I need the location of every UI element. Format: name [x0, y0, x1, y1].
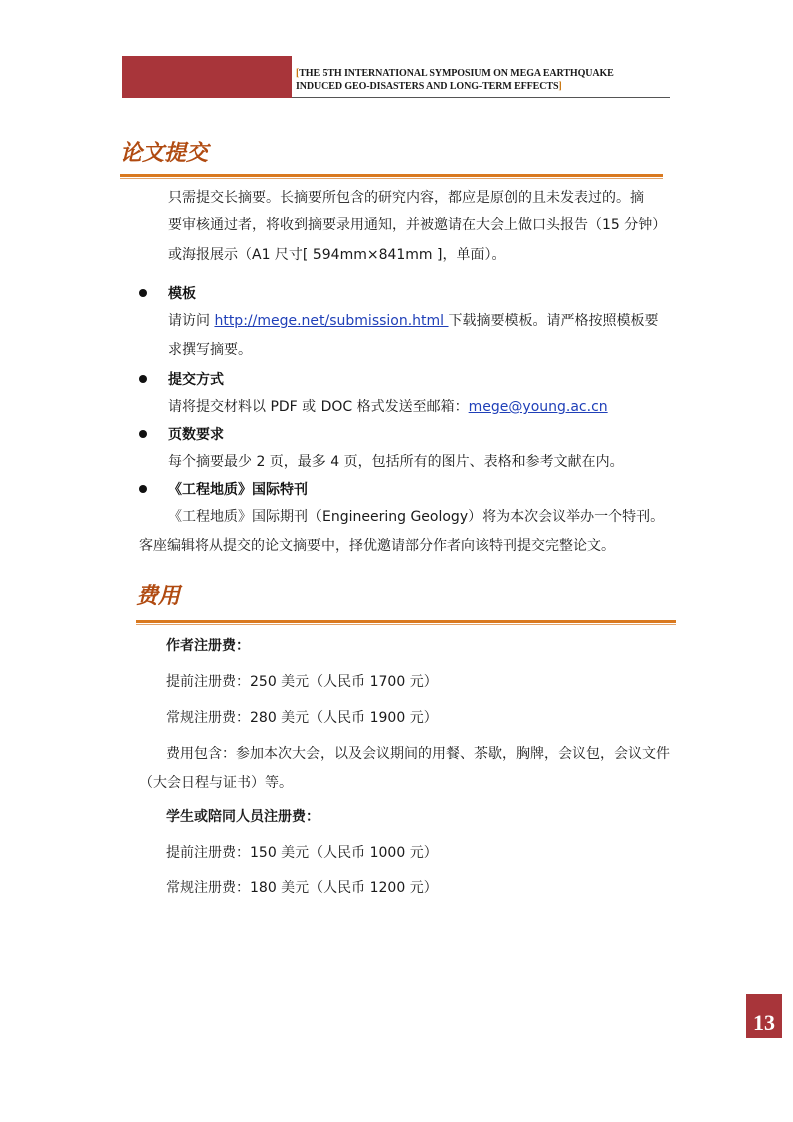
template-heading: 模板: [168, 286, 196, 302]
template-prefix: 请访问: [168, 313, 215, 329]
fees-title-rule: [136, 620, 676, 623]
author-fee-heading: 作者注册费：: [166, 638, 250, 654]
header-line-2: INDUCED GEO-DISASTERS AND LONG-TERM EFFECTS: [296, 81, 559, 92]
submission-method-prefix: 请将提交材料以 PDF 或 DOC 格式发送至邮箱：: [168, 399, 469, 415]
submission-method-text: [168, 396, 608, 416]
page-requirement-text: 每个摘要最少 2 页，最多 4 页，包括所有的图片、表格和参考文献在内。: [168, 454, 624, 470]
special-issue-line-1: 《工程地质》国际期刊（Engineering Geology）将为本次会议举办一个特刊。: [168, 509, 665, 525]
template-suffix: 下载摘要模板。请严格按照模板要: [448, 313, 659, 329]
student-regular-fee: 常规注册费：180 美元（人民币 1200 元）: [166, 880, 438, 896]
special-issue-line-2: 客座编辑将从提交的论文摘要中，择优邀请部分作者向该特刊提交完整论文。: [139, 538, 615, 554]
header-open-bracket: [: [296, 68, 300, 79]
submission-title-rule: [120, 174, 663, 177]
student-early-fee: 提前注册费：150 美元（人民币 1000 元）: [166, 845, 438, 861]
fees-section-title: 费用: [136, 584, 181, 609]
submission-intro-line-3: 或海报展示（A1 尺寸[ 594mm×841mm ]，单面）。: [168, 247, 506, 263]
submission-intro-line-2: 要审核通过者，将收到摘要录用通知，并被邀请在大会上做口头报告（15 分钟）: [168, 217, 667, 233]
page-requirement-heading: 页数要求: [168, 427, 224, 443]
submission-section-title: 论文提交: [120, 141, 209, 166]
header-divider: [292, 97, 670, 98]
author-early-fee: 提前注册费：250 美元（人民币 1700 元）: [166, 674, 438, 690]
header-color-block: [122, 56, 292, 98]
bullet-icon: [139, 430, 147, 438]
special-issue-heading: 《工程地质》国际特刊: [168, 482, 308, 498]
student-fee-heading: 学生或陪同人员注册费：: [166, 809, 320, 825]
submission-template-link[interactable]: http://mege.net/submission.html: [214, 313, 449, 329]
submission-method-heading: 提交方式: [168, 372, 224, 388]
template-instructions: [168, 310, 659, 330]
template-instructions-line-2: 求撰写摘要。: [168, 342, 252, 358]
submission-intro-line-1: 只需提交长摘要。长摘要所包含的研究内容，都应是原创的且未发表过的。摘: [168, 190, 644, 206]
header-close-bracket: ]: [558, 81, 562, 92]
fee-includes-line-2: （大会日程与证书）等。: [139, 775, 293, 791]
author-regular-fee: 常规注册费：280 美元（人民币 1900 元）: [166, 710, 438, 726]
conference-header: [296, 67, 614, 93]
page-number: 13: [746, 994, 782, 1038]
bullet-icon: [139, 375, 147, 383]
bullet-icon: [139, 485, 147, 493]
header-line-1: THE 5TH INTERNATIONAL SYMPOSIUM ON MEGA EARTHQUAKE: [299, 68, 614, 79]
bullet-icon: [139, 289, 147, 297]
submission-email-link[interactable]: mege@young.ac.cn: [468, 399, 608, 415]
fee-includes-line-1: 费用包含：参加本次大会，以及会议期间的用餐、茶歇，胸牌，会议包，会议文件: [166, 746, 670, 762]
